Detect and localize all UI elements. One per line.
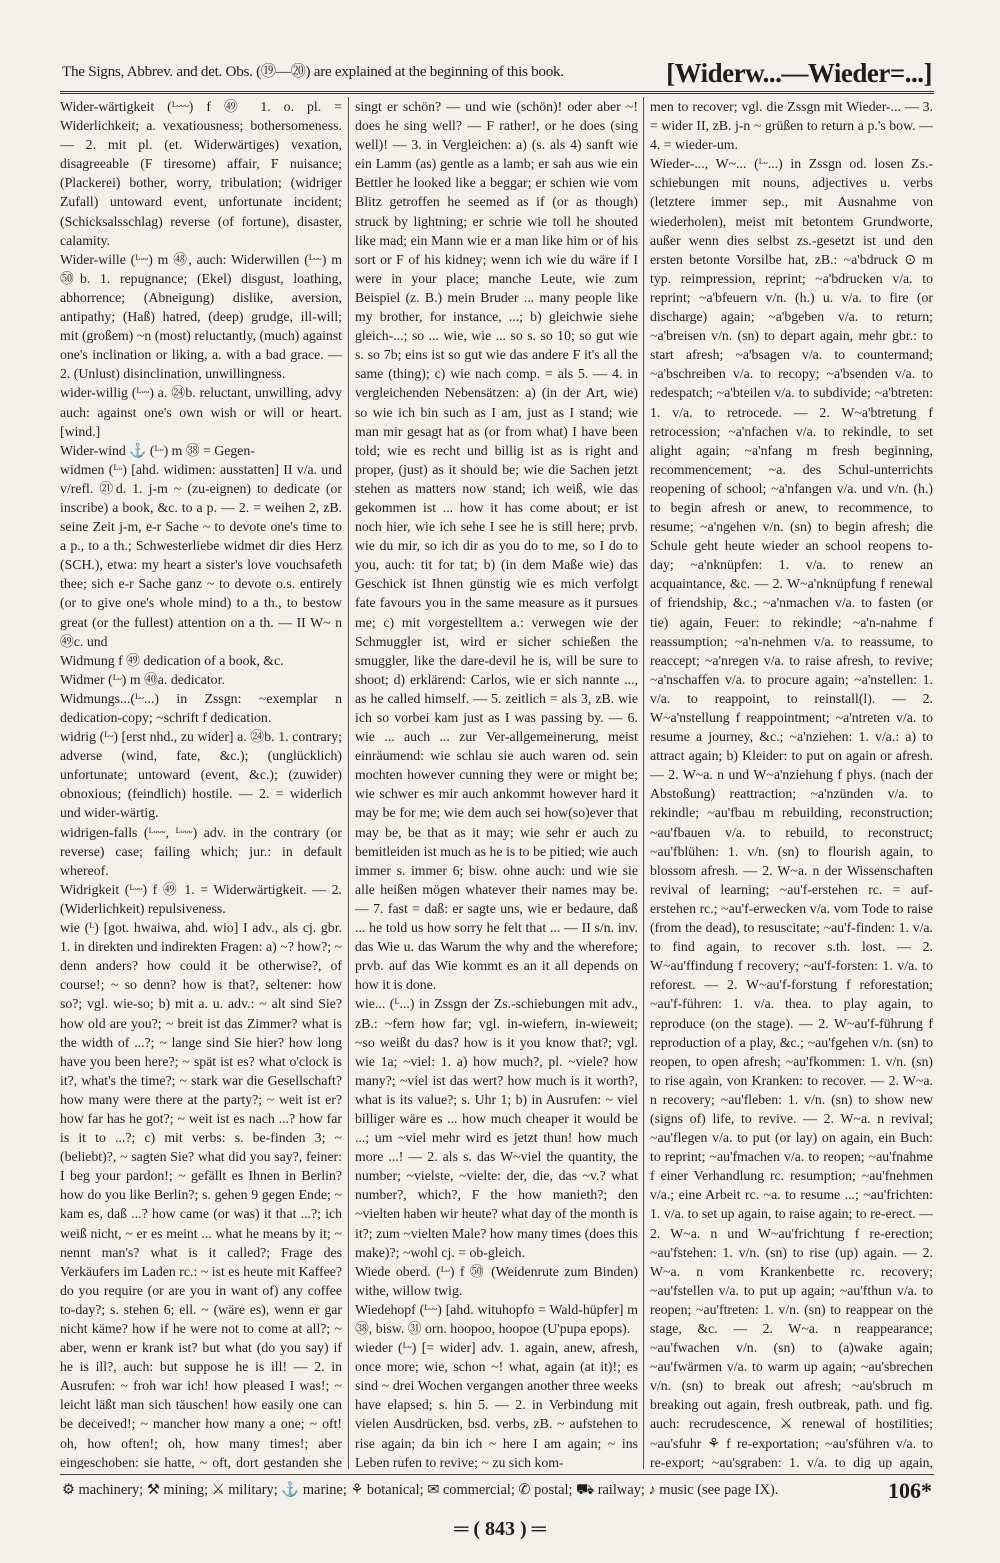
dictionary-entry: wie (ᴸ) [got. hwaiwa, ahd. wio] I adv., als cj. gbr. 1. in direkten und indirekten Fragen: a) ~? how?; ~ denn anders? how could it be otherwise?, of course!; ~ so denn? how is that?, seltener: how so?; vgl. wie-so; b) mit a. u. adv.: ~ alt sind Sie? how old are you?; ~ breit ist das Zimmer? what is the width of ...?; ~ lange sind Sie hier? how long have you been here?; ~ spät ist es? what o'clock is it?, what's the time?; ~ stark war die Gesellschaft? how many were there at the party?; ~ weit ist er? how far has he got?; ~ weit ist es nach ...? how far is it to ...?; c) mit verbs: s. be-finden 3; ~ (beliebt)?, ~ sagten Sie? what did you say?, feiner: I beg your pardon!; ~ gefällt es Ihnen in Berlin? how do you like Berlin?; s. gehen 9 gegen Ende; ~ kam es, daß ...? how came (or was) it that ...?; ich weiß nicht, ~ er es meint ... what he means by it; ~ nennt man's? what is it called?; Frage des Verkäufers im Laden rc.: ~ ist es heute mit Kaffee? do you require (or are you in want of) any coffee to-day?; s. stehen 6; ell. ~ (wäre es), wenn er gar nicht käme? how if he were not to come at all?; ~ aber, wenn er krank ist? but what (do you say) if he is ill?, auch: but suppose he is ill! — 2. in Ausrufen: ~ froh war ich! how pleased I was!; ~ leicht läßt man sich täuschen! how easily one can be deceived!; ~ mancher how many a one; ~ oft! oh, how often!; oh, how many times!; aber eingeschoben: sie hatte, ~ oft, dort gestanden she [60,920,342,1469]
running-head: [Widerw...—Wieder=...] [666,58,932,88]
symbol-legend: ⚙ machinery; ⚒ mining; ⚔ military; ⚓ marine; ⚘ botanical; ✉ commercial; ✆ postal; ⛟ railway; ♪ music (see page IX). [62,1482,779,1498]
column-1 [60,97,342,1469]
dictionary-entry: Wiede oberd. (ᴸᵕ) f ㊿ (Weidenrute zum Binden) withe, willow twig. [355,1263,638,1298]
dictionary-entry: Widmung f ㊾ dedication of a book, &c. [60,652,284,668]
page-number: ═ ( 843 ) ═ [454,1518,546,1540]
dictionary-entry: Wider-wille (ᴸᵕᵕ) m ㊽, auch: Widerwillen (ᴸᵕᵕ) m ㊿b. 1. repugnance; (Ekel) disgust, loathing, abhorrence; (Abneigung) dislike, aversion, antipathy; (Haß) hatred, (deep) grudge, ill-will; mit (großem) ~n (most) reluctantly, (much) against one's inclination or liking, a. with a bad grace. — 2. (Unlust) disinclination, unwillingness. [60,251,342,382]
dictionary-entry: singt er schön? — und wie (schön)! oder aber ~! does he sing well? — F rather!, or he does (sing well)! — 3. in Vergleichen: a) (s. als 4) sanft wie ein Lamm (as) gentle as a lamb; er sah aus wie ein Bettler he looked like a beggar; er schien wie vom Blitz getroffen he seemed as if (or as though) struck by lightning; er schrie wie toll he shouted like mad; ein Mann wie er a man like him or of his sort or F of his kidney; wenn ich wie du wäre if I were in your place; manche Leute, wie zum Beispiel (z. B.) mein Bruder ... many people like my brother, for instance, ...; b) gleichwie siehe gleich-...; so ... wie, wie ... so s. so 10; so gut wie s. so 7b; eins ist so gut wie das andere F it's all the same (thing); c) wie nach comp. = als 5. — 4. in vergleichenden Nebensätzen: a) (in der Art, wie) so wie ich bin such as I am, just as I stand; wie man mir gesagt hat as (or from what) I have been told; wie es recht und billig ist as is right and proper, (just) as it should be; wie die Sachen jetzt stehen as matters now stand; ich weiß, wie das gekommen ist ... how it has come about; er ist noch hier, wie ich sehe I see he is still here; prvb. wie du mir, so ich dir as you do to me, so I do to you, auch: tit for tat; b) (in dem Maße wie) das Geschick ist Ihnen günstig wie es mich verfolgt fate favours you in the same measure as it pursues me; c) mit vorgestelltem a.: verwegen wie der Schmuggler ist, wird er sicher schießen the smuggler, like the dare-devil he is, will be sure to shoot; d) erklärend: Carlos, wie er sich nannte ..., as he called himself. — 5. zeitlich = als 3, zB. wie ich so vorbei kam just as I was passing by. — 6. wie ... auch ... zur Ver-allgemeinerung, meist einräumend: wie schlau sie auch waren od. sein mochten however cunning they were or might be; wie schwer es mir auch ankommt however hard it may be for me; wie dem auch sei how(so)ever that may be, be that as it may; wie sehr er auch zu bemitleiden ist much as he is to be pitied; wie auch immer s. immer 6; bisw. ohne auch: und wie sie alle heißen mögen whatever their names may be. — 7. fast = daß: er sagte uns, wie er bedaure, daß ... he told us how sorry he felt that ... — II s/n. inv. das Wie u. das Warum the why and the wherefore; prvb. auf das Wie kommt es an it all depends on how it is done. [355,99,638,993]
column-divider [348,97,349,1469]
header-note: The Signs, Abbrev. and det. Obs. (⑲—⑳) are explained at the beginning of this book. [62,63,564,80]
dictionary-entry: Wieder-..., W~... (ᴸᵕ...) in Zssgn od. losen Zs.-schiebungen mit nouns, adjectives u. verbs (letztere immer sep., mit Ausnahme von wiederholen), meist mit betontem Grundworte, außer wenn dies selbst zs.-gesetzt ist und den ersten betonte Vorsilbe hat, zB.: ~a'bdruck ⊙ m typ. reimpression, reprint; ~a'bdrucken v/a. to reprint; ~a'bfeuern v/n. (h.) u. v/a. to fire (or discharge) again; ~a'bgeben v/a. to return; ~a'breisen v/n. (sn) to depart again, mehr gbr.: to start afresh; ~a'bsagen v/a. to countermand; ~a'bschreiben v/a. to recopy; ~a'bsenden v/a. to redespatch; ~a'bteilen v/a. to subdivide; ~a'btreten: 1. v/a. to retrocede. — 2. W~a'btretung f retrocession; ~a'nfachen v/a. to rekindle, to set alight again; ~a'nfang m fresh beginning, recommencement; ~a. des Schul-unterrichts reopening of school; ~a'nfangen v/a. und v/n. (h.) to begin afresh or anew, to recommence, to resume; ~a'ngehen v/n. (sn) to begin afresh; die Schule geht heute wieder an school reopens to-day; ~a'nknüpfen: 1. v/a. to renew an acquaintance, &c. — 2. W~a'nknüpfung f renewal of friendship, &c.; ~a'nmachen v/a. to fasten (or tie) again, Feuer: to rekindle; ~a'n-nahme f reassumption; ~a'n-nehmen v/a. to reassume, to reaccept; ~a'nregen v/a. to raise afresh, to revive; ~a'nschaffen v/a. to procure again; ~a'nstellen: 1. v/a. to reappoint, to reinstall(l). — 2. W~a'nstellung f reappointment; ~a'ntreten v/a. to resume a journey, &c.; ~a'nziehen: 1. v/a.: a) to attract again; b) Kleider: to put on again or afresh. — 2. W~a. n und W~a'nziehung f phys. (nach der Abstoßung) reattraction; ~a'nzünden v/a. to rekindle; ~au'fbau m rebuilding, reconstruction; ~au'fbauen v/a. to rebuild, to reconstruct; ~au'fblühen: 1. v/n. (sn) to flourish again, to blossom afresh. — 2. W~a. n der Wissenschaften revival of learning; ~au'f-erstehen rc. = auf-erstehen rc.; ~au'f-erwecken v/a. vom Tode to raise (from the dead), to resuscitate; ~au'f-finden: 1. v/a. to find again, to recover s.th. lost. — 2. W~au'ffindung f recovery; ~au'f-forsten: 1. v/a. to reforest. — 2. W~au'f-forstung f reforestation; ~au'f-führen: 1. v/a. thea. to play again, to reproduce (on the stage). — 2. W~au'f-führung f reproduction of a play, &c.; ~au'fgehen v/n. (sn) to reopen, to open afresh; ~au'fkommen: 1. v/n. (sn) to rise again, von Kranken: to recover. — 2. W~a. n recovery; ~au'fleben: 1. v/n. (sn) to show new (signs of) life, to revive. — 2. W~a. n revival; ~au'flegen v/a. to put (or lay) on again, ein Buch: to reprint; ~au'fmachen v/a. to reopen; ~au'fnahme f einer Verhandlung rc. resumption; ~au'fnehmen v/a.; eine Arbeit rc. ~a. to resume ...; ~au'frichten: 1. v/a. to set up again, to raise again; to re-erect. — 2. W~a. n und W~au'frichtung f re-erection; ~au'fstehen: 1. v/n. (sn) to rise (up) again. — 2. W~a. n vom Krankenbette rc. recovery; ~au'fstellen v/a. to put up again; ~au'fthun v/a. to reopen; ~au'ftreten: 1. v/n. (sn) to reappear on the stage, &c. — 2. W~a. n reappearance; ~au'fwachen v/n. (sn) to (a)wake again; ~au'fwärmen v/a. to warm up again; ~au'sbrechen v/n. (sn) to break out afresh; ~au'sbruch m breaking out again, fresh outbreak, path. und fig. auch: recrudescence, ⚔ renewal of hostilities; ~au'sfuhr ⚘ f re-exportation; ~au'sführen v/a. to re-export; ~au'sgraben: 1. v/a. to dig up again, [650,156,933,1469]
dictionary-entry: men to recover; vgl. die Zssgn mit Wieder-... — 3. = wider II, zB. j-n ~ grüßen to return a p.'s bow. — 4. = wieder-um. [650,99,933,153]
dictionary-entry: Wiedehopf (ᴸᵕᵕ) [ahd. wituhopfo = Wald-hüpfer] m ㊳, bisw. ㉛ orn. hoopoo, hoopoe (U'pupa epops). [355,1301,638,1336]
dictionary-entry: widrig (ᴸᵕ) [erst nhd., zu wider] a. ㉔b. 1. contrary; adverse (wind, fate, &c.); (unglücklich) unfortunate; untoward (event, &c.); (zuwider) obnoxious; (feindlich) hostile. — 2. = widerlich und wider-wärtig. [60,729,342,821]
column-2 [355,97,638,1469]
footer-rule [60,1474,934,1475]
dictionary-entry: Widmer (ᴸᵕ) m ㊵a. dedicator. [60,671,225,687]
column-divider [643,97,644,1469]
dictionary-entry: Wider-wärtigkeit (ᴸᵕᵕᵕ) f ㊾ 1. o. pl. = Widerlichkeit; a. vexatiousness; bothersomeness. — 2. mit pl. (et. Widerwärtiges) vexation, disagreeable (F tiresome) affair, F nuisance; (Plackerei) bother, worry, tribulation; (widriger Zufall) untoward event, unfortunate incident; (Schicksalsschlag) reverse (of fortune), disaster, calamity. [60,99,342,248]
dictionary-entry: wie... (ᴸ...) in Zssgn der Zs.-schiebungen mit adv., zB.: ~fern how far; vgl. in-wiefern, in-wieweit; ~so weißt du das? how is it you know that?; vgl. wie 1a; ~viel: 1. a) how much?, pl. ~viele? how many?; ~viel ist das wert? how much is it worth?, what is its value?; s. Uhr 1; b) in Ausrufen: ~ viel billiger wäre es ... how much cheaper it would be ...; um ~viel mehr wird es jetzt thun! how much more ...! — 2. als s. das W~viel the quantity, the number; ~vielste, ~vielte: der, die, das ~v.? what number?, which?, F the how manieth?; den ~vielten haben wir heute? what day of the month is it?; zum ~vielten Male? how many times (does this make)?; ~wohl cj. = ob-gleich. [355,996,638,1260]
sheet-number: 106* [888,1478,932,1503]
header-rule [60,91,934,94]
dictionary-entry: Widmungs...(ᴸᵕ...) in Zssgn: ~exemplar n dedication-copy; ~schrift f dedication. [60,690,342,725]
dictionary-entry: Wider-wind ⚓ (ᴸᵕ) m ㊳ = Gegen- [60,442,255,458]
dictionary-entry: wider-willig (ᴸᵕᵕ) a. ㉔b. reluctant, unwilling, advy auch: against one's own wish or will or heart. [wind.] [60,385,342,439]
dictionary-entry: Widrigkeit (ᴸᵕᵕ) f ㊾ 1. = Widerwärtigkeit. — 2. (Widerlichkeit) repulsiveness. [60,881,342,916]
column-3 [650,97,933,1469]
dictionary-entry: widmen (ᴸᵕ) [ahd. widimen: ausstatten] II v/a. und v/refl. ㉑d. 1. j-m ~ (zu-eignen) to dedicate (or inscribe) a book, &c. to a p. — 2. = weihen 2, zB. seine Zeit j-m, e-r Sache ~ to devote one's time to a p., to a th.; Schwesterliebe widmet dir dies Herz (SCH.), etwa: my heart a sister's love vouchsafeth thee; sich e-r Sache ganz ~ to devote o.s. entirely (or to give one's whole mind) to a th., to bestow great (or the fullest) attention on a th. — II W~ n ㊾c. und [60,461,342,649]
dictionary-entry: widrigen-falls (ᴸᵕᵕᵕ, ᴸᵕᵕᵕ) adv. in the contrary (or reverse) case; failing which; jur.: in default whereof. [60,824,342,878]
dictionary-entry: wieder (ᴸᵕ) [= wider] adv. 1. again, anew, afresh, once more; wie, schon ~! what, again (at it)!; es sind ~ drei Wochen vergangen another three weeks have elapsed; s. hin 5. — 2. in Verbindung mit vielen Ausdrücken, bsd. verbs, zB. ~ aufstehen to rise again; da bin ich ~ here I am again; ~ ins Leben rufen to revive; ~ zu sich kom- [355,1340,638,1469]
